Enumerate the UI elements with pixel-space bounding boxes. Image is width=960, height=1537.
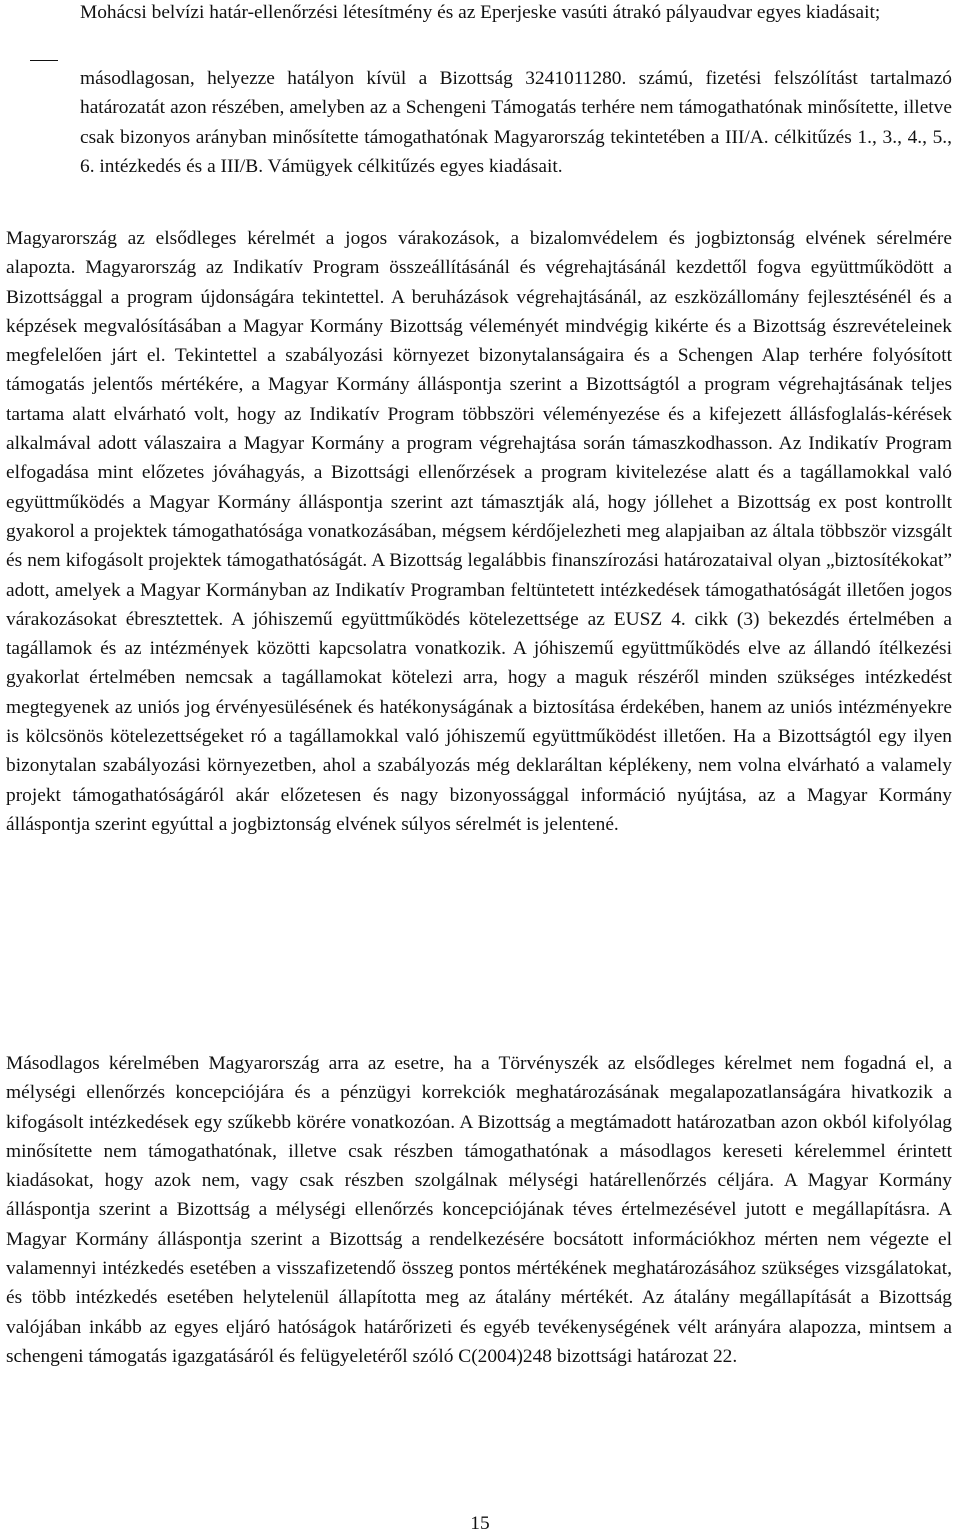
bullet-item-secondary-request: másodlagosan, helyezze hatályon kívül a Bizottság 3241011280. számú, fizetési felszólítást tartalmazó határozatát azon részében, amelyben az a Schengeni Támogatás terhére nem támogathatónak minősítette, illetve csak bizonyos arányban minősítette támogathatónak Magyarország tekintetében a III/A. célkitűzés 1., 3., 4., 5., 6. intézkedés és a III/B. Vámügyek célkitűzés egyes kiadásait. — [80, 68, 952, 177]
page-number: 15 — [470, 1513, 490, 1534]
bullet-item-continuation: Mohácsi belvízi határ-ellenőrzési létesítmény és az Eperjeske vasúti átrakó pályaudvar egyes kiadásait; — [80, 2, 881, 23]
dash-bullet-marker — [30, 60, 58, 61]
paragraph-primary-claim: Magyarország az elsődleges kérelmét a jogos várakozások, a bizalomvédelem és jogbiztonság elvének sérelmére alapozta. Magyarország az Indikatív Program összeállításánál és végrehajtásánál kezdettől fogva együttműködött a Bizottsággal a program újdonságára tekintettel. A beruházások végrehajtásánál, az eszközállomány fejlesztésénél és a képzések megvalósításában a Magyar Kormány Bizottság véleményét mindvégig kikérte és a Bizottság észrevételeinek megfelelően járt el. Tekintettel a szabályozási környezet bizonytalanságaira és a Schengen Alap terhére folyósított támogatás jelentős mértékére, a Magyar Kormány álláspontja szerint a Bizottságtól a program végrehajtásának teljes tartama alatt elvárható volt, hogy az Indikatív Program többszöri véleményezése és a kifejezett állásfoglalás-kérések alkalmával adott válaszaira a Magyar Kormány a program végrehajtása során támaszkodhasson. Az Indikatív Program elfogadása mint előzetes jóváhagyás, a Bizottsági ellenőrzések a program kivitelezése alatt és a tagállamokkal való együttműködés a Magyar Kormány álláspontja szerint azt támasztják alá, hogy jóllehet a Bizottság ex post kontrollt gyakorol a projektek támogathatósága vonatkozásában, mégsem kérdőjelezheti meg alapjaiban az általa többször vizsgált és nem kifogásolt projektek támogathatóságát. A Bizottság legalábbis finanszírozási határozataival olyan „biztosítékokat” adott, amelyek a Magyar Kormányban az Indikatív Programban feltüntetett intézkedések támogathatóságát illetően jogos várakozásokat ébresztettek. A jóhiszemű együttműködés kötelezettsége az EUSZ 4. cikk (3) bekezdés értelmében a tagállamok és az intézmények közötti kapcsolatra vonatkozik. A jóhiszemű együttműködés elve az állandó ítélkezési gyakorlat értelmében nemcsak a tagállamokat kötelezi arra, hogy a maguk részéről minden szükséges intézkedést megtegyenek az uniós jog érvényesülésének és hatékonyságának a biztosítása érdekében, hanem az uniós intézményekre is kölcsönös kötelezettségeket ró a tagállamokkal való jóhiszemű együttműködést illetően. Ha a Bizottságtól egy ilyen bizonytalan szabályozási környezetben, ahol a szabályozás még deklaráltan képlékeny, nem volna elvárható a valamely projekt támogathatóságáról akár előzetesen és nagy bizonyossággal információ nyújtása, az a Magyar Kormány álláspontja szerint egyúttal a jogbiztonság elvének súlyos sérelmét is jelentené. — [6, 228, 952, 835]
paragraph-secondary-claim: Másodlagos kérelmében Magyarország arra az esetre, ha a Törvényszék az elsődleges kérelmet nem fogadná el, a mélységi ellenőrzés koncepciójára és a pénzügyi korrekciók meghatározásának megalapozatlanságára hivatkozik a kifogásolt intézkedések egy szűkebb körére vonatkozóan. A Bizottság a megtámadott határozatban azon okból kifolyólag minősítette nem támogathatónak, illetve csak részben támogathatónak a másodlagos kereseti kérelemmel érintett kiadásokat, hogy azok nem, vagy csak részben szolgálnak mélységi határellenőrzés céljára. A Magyar Kormány álláspontja szerint a Bizottság a mélységi ellenőrzés koncepciójának téves értelmezésével jutott e megállapításra. A Magyar Kormány álláspontja szerint a Bizottság a rendelkezésére bocsátott információkhoz mérten nem végezte el valamennyi intézkedés esetében a visszafizetendő összeg pontos mértékének meghatározásához szükséges vizsgálatokat, és több intézkedés esetében helytelenül állapította meg az átalány mértékét. Az átalány megállapítását a Bizottság valójában inkább az egyes eljáró hatóságok határőrizeti és egyéb tevékenységének vélt arányára alapozza, mintsem a schengeni támogatás igazgatásáról és felügyeletéről szóló C(2004)248 bizottsági határozat 22. — [6, 1053, 952, 1367]
